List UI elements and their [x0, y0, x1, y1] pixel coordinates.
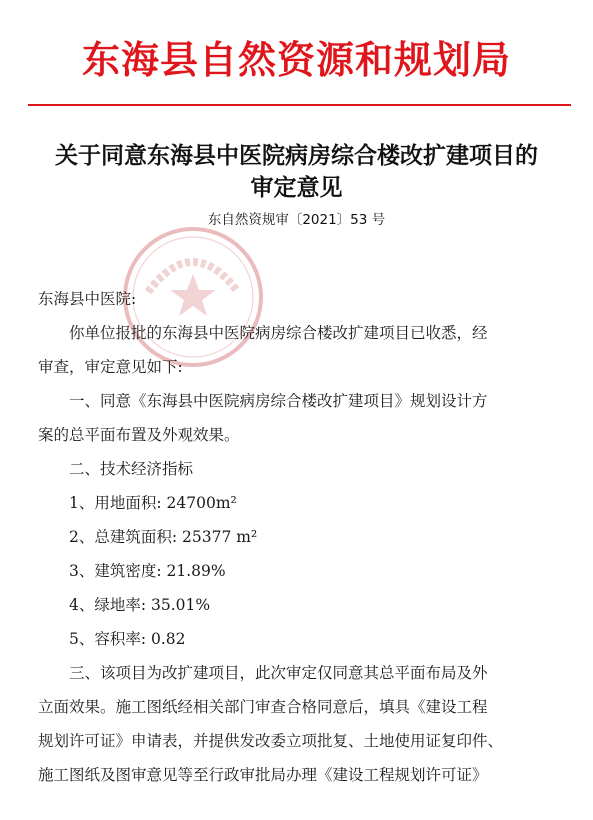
document-title	[0, 140, 593, 204]
section3-line-2: 立面效果。施工图纸经相关部门审查合格同意后，填具《建设工程	[38, 698, 488, 716]
section2-heading: 二、技术经济指标	[69, 460, 194, 478]
indicator-building-density: 3、建筑密度: 21.89%	[69, 562, 226, 580]
document-body	[38, 282, 573, 792]
section3-line-1: 三、该项目为改扩建项目，此次审定仅同意其总平面布局及外	[69, 664, 488, 682]
title-line-1: 关于同意东海县中医院病房综合楼改扩建项目的	[55, 143, 538, 169]
intro-line-2: 审查，审定意见如下:	[38, 358, 183, 376]
section1-line-1: 一、同意《东海县中医院病房综合楼改扩建项目》规划设计方	[69, 392, 488, 410]
title-line-2: 审定意见	[250, 175, 343, 201]
salutation: 东海县中医院:	[38, 290, 137, 308]
red-divider-line	[28, 104, 571, 106]
indicator-total-floor-area: 2、总建筑面积: 25377 m²	[69, 528, 258, 546]
indicator-green-ratio: 4、绿地率: 35.01%	[69, 596, 211, 614]
section3-line-4: 施工图纸及图审意见等至行政审批局办理《建设工程规划许可证》	[38, 766, 488, 784]
section3-line-3: 规划许可证》申请表，并提供发改委立项批复、土地使用证复印件、	[38, 732, 504, 750]
document-number: 东自然资规审〔2021〕53 号	[207, 212, 386, 228]
indicator-land-area: 1、用地面积: 24700m²	[69, 494, 237, 512]
intro-line-1: 你单位报批的东海县中医院病房综合楼改扩建项目已收悉，经	[69, 324, 488, 342]
issuer-header: 东海县自然资源和规划局	[81, 37, 511, 82]
section1-line-2: 案的总平面布置及外观效果。	[38, 426, 240, 444]
indicator-floor-area-ratio: 5、容积率: 0.82	[69, 630, 186, 648]
